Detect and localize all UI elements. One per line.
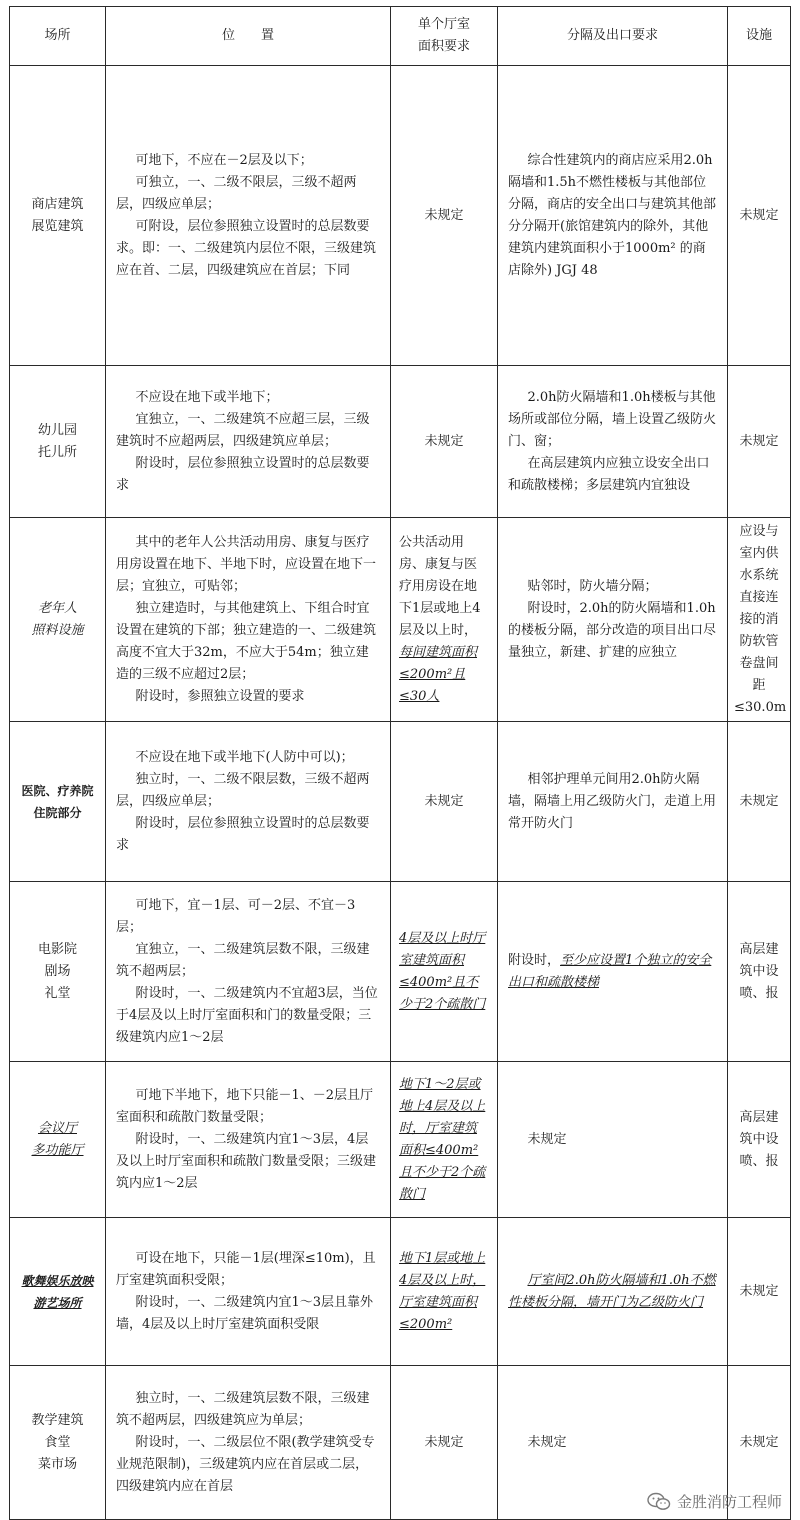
separation-line: 未规定 [527,1434,567,1450]
place-cell: 教学建筑 食堂 菜市场 [10,1366,106,1520]
position-line: 宜独立，一、二级建筑层数不限，三级建筑不超两层； [116,941,370,979]
place-cell: 会议厅 多功能厅 [10,1062,106,1218]
area-cell: 未规定 [391,1366,498,1520]
area-cell: 4层及以上时厅室建筑面积≤400m²且不少于2个疏散门 [391,882,498,1062]
position-cell [106,882,391,1062]
facility-cell: 未规定 [728,66,791,366]
separation-line: 未规定 [527,1131,567,1147]
separation-line: 综合性建筑内的商店应采用2.0h隔墙和1.5h不燃性楼板与其他部位分隔，商店的安全出口与建筑其他部分分隔开(旅馆建筑内的除外，其他建筑内建筑面积小于1000m² 的商店除外) JGJ 48 [508,152,717,278]
position-line: 附设时，参照独立设置的要求 [135,688,305,704]
position-line: 附设时，一、二级建筑内宜1～3层且靠外墙，4层及以上时厅室建筑面积受限 [116,1294,374,1332]
position-line: 可独立，一、二级不限层，三级不超两层，四级应单层； [116,174,357,212]
position-cell [106,722,391,882]
area-cell: 未规定 [391,66,498,366]
position-line: 附设时，层位参照独立设置时的总层数要求 [116,815,370,853]
separation-line: 相邻护理单元间用2.0h防火隔墙，隔墙上用乙级防火门，走道上用常开防火门 [508,771,717,831]
place-cell: 歌舞娱乐放映 游艺场所 [10,1218,106,1366]
position-line: 宜独立，一、二级建筑不应超三层，三级建筑时不应超两层，四级建筑应单层； [116,411,370,449]
separation-line: 在高层建筑内应独立设安全出口和疏散楼梯；多层建筑内宜独设 [508,455,710,493]
facility-cell: 未规定 [728,722,791,882]
facility-cell: 未规定 [728,1366,791,1520]
position-line: 独立时，一、二级建筑层数不限，三级建筑不超两层，四级建筑应为单层； [116,1390,370,1428]
position-line: 不应设在地下或半地下(人防中可以)； [135,749,354,765]
separation-cell [498,366,728,518]
position-line: 附设时，一、二级建筑内不宜超3层，当位于4层及以上时厅室面积和门的数量受限；三级建筑内应1～2层 [116,985,378,1045]
watermark-text: 金胜消防工程师 [676,1493,782,1511]
facility-cell: 未规定 [728,366,791,518]
header-place: 场所 [10,7,106,66]
area-cell: 地下1层或地上4层及以上时，厅室建筑面积≤200m² [391,1218,498,1366]
position-line: 独立建造时，与其他建筑上、下组合时宜设置在建筑的下部；独立建造的一、二级建筑高度不宜大于32m，不应大于54m；独立建造的三级不应超过2层； [116,600,377,682]
header-position: 位 置 [106,7,391,66]
position-line: 附设时，层位参照独立设置时的总层数要求 [116,455,370,493]
separation-cell [498,882,728,1062]
position-cell [106,366,391,518]
position-cell [106,1218,391,1366]
separation-line: 附设时，2.0h的防火隔墙和1.0h的楼板分隔，部分改造的项目出口尽量独立，新建、扩建的应独立 [508,600,717,660]
area-handwritten: 每间建筑面积≤200m²且≤30人 [399,644,478,704]
header-facility: 设施 [728,7,791,66]
separation-line: 2.0h防火隔墙和1.0h楼板与其他场所或部位分隔，墙上设置乙级防火门、窗； [508,389,717,449]
place-cell: 老年人 照料设施 [10,518,106,722]
fire-code-table [9,6,791,1520]
position-cell [106,66,391,366]
separation-cell [498,518,728,722]
position-line: 附设时，一、二级层位不限(教学建筑受专业规范限制)，三级建筑内应在首层或二层，四级建筑内应在首层 [116,1434,375,1494]
separation-line: 贴邻时，防火墙分隔； [527,578,658,594]
separation-cell [498,1062,728,1218]
separation-handwritten: 厅室间2.0h防火隔墙和1.0h不燃性楼板分隔，墙开门为乙级防火门 [508,1272,716,1310]
table-row [10,722,791,882]
table-row [10,1062,791,1218]
position-line: 可附设，层位参照独立设置时的总层数要求。即：一、二级建筑内层位不限，三级建筑应在首、二层，四级建筑应在首层；下同 [116,218,377,278]
area-cell: 地下1～2层或地上4层及以上时，厅室建筑面积≤400m²且不少于2个疏散门 [391,1062,498,1218]
facility-cell: 高层建筑中设喷、报 [728,882,791,1062]
facility-cell: 未规定 [728,1218,791,1366]
place-cell: 幼儿园 托儿所 [10,366,106,518]
watermark [647,1491,782,1512]
separation-cell [498,1218,728,1366]
table-row [10,882,791,1062]
table-row [10,518,791,722]
header-area: 单个厅室 面积要求 [391,7,498,66]
place-cell: 医院、疗养院 住院部分 [10,722,106,882]
position-line: 其中的老年人公共活动用房、康复与医疗用房设置在地下、半地下时，应设置在地下一层；宜独立，可贴邻； [116,534,377,594]
position-line: 不应设在地下或半地下； [135,389,279,405]
position-line: 可地下，宜－1层、可－2层、不宜－3层； [116,897,356,935]
position-cell [106,1366,391,1520]
place-cell: 商店建筑 展览建筑 [10,66,106,366]
position-cell [106,1062,391,1218]
separation-cell [498,66,728,366]
header-separation: 分隔及出口要求 [498,7,728,66]
table-row [10,1218,791,1366]
place-cell: 电影院 剧场 礼堂 [10,882,106,1062]
table-row [10,366,791,518]
position-line: 可地下半地下，地下只能－1、－2层且厅室面积和疏散门数量受限； [116,1087,374,1125]
position-line: 独立时，一、二级不限层数，三级不超两层，四级应单层； [116,771,370,809]
separation-handwritten: 至少应设置1个独立的安全出口和疏散楼梯 [508,952,712,990]
area-cell: 未规定 [391,366,498,518]
area-text: 公共活动用房、康复与医疗用房设在地下1层或地上4层及以上时， [399,534,481,638]
separation-text: 附设时， [508,952,561,968]
facility-cell: 应设与室内供水系统直接连接的消防软管卷盘间距≤30.0m [728,518,791,722]
separation-cell [498,722,728,882]
wechat-icon [647,1492,671,1512]
position-cell [106,518,391,722]
facility-cell: 高层建筑中设喷、报 [728,1062,791,1218]
position-line: 附设时，一、二级建筑内宜1～3层，4层及以上时厅室面积和疏散门数量受限；三级建筑内应1～2层 [116,1131,377,1191]
area-cell: 未规定 [391,722,498,882]
position-line: 可设在地下，只能－1层(埋深≤10m)，且厅室建筑面积受限； [116,1250,376,1288]
position-line: 可地下，不应在－2层及以下； [135,152,313,168]
table-row [10,66,791,366]
header-row [10,7,791,66]
area-cell [391,518,498,722]
